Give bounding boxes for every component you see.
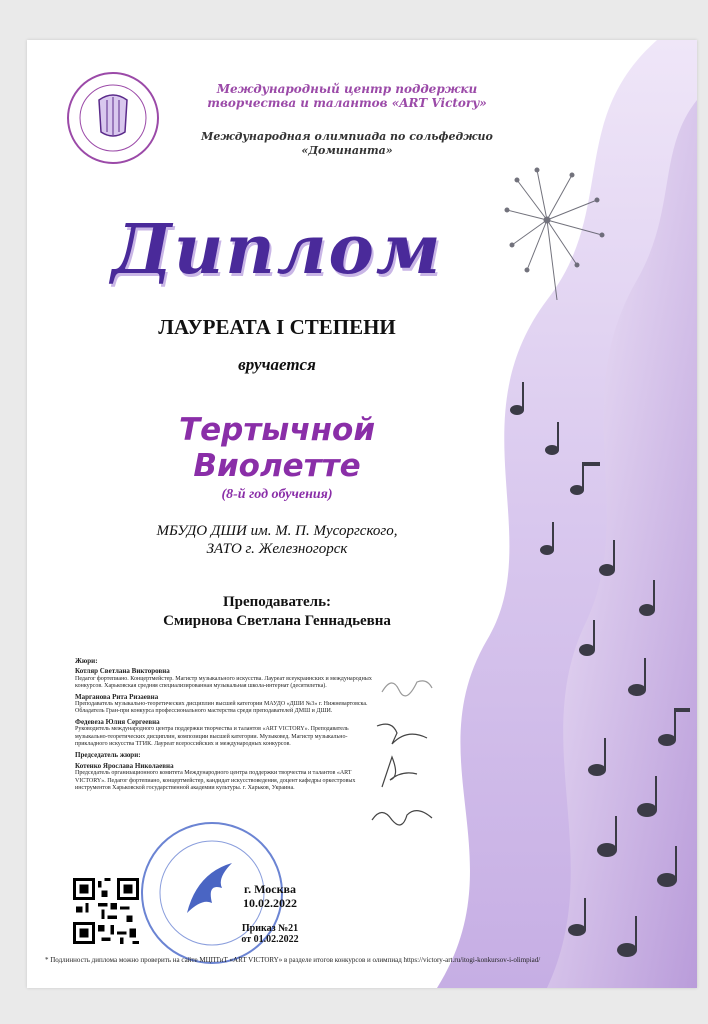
teacher-label: Преподаватель:: [222, 594, 332, 610]
recipient-surname: Тертычной: [178, 412, 376, 448]
issue-city: г. Москва: [244, 882, 296, 896]
order-date: от 01.02.2022: [241, 934, 299, 945]
signature-3: [372, 752, 422, 792]
olympiad-line-1: Международная олимпиада по сольфеджио: [201, 130, 493, 143]
school-line-1: МБУДО ДШИ им. М. П. Мусоргского,: [156, 523, 398, 539]
issue-place-date: [215, 882, 325, 910]
laureate-degree: ЛАУРЕАТА I СТЕПЕНИ: [158, 315, 396, 339]
diploma-title: Диплом: [111, 210, 443, 290]
school-line-2: ЗАТО г. Железногорск: [206, 541, 348, 557]
jury-member-name: Марганова Рита Ризаевна: [75, 692, 159, 701]
order-info: [215, 923, 325, 945]
organizer-name: [177, 82, 517, 110]
recipient-given-name: Виолетте: [193, 448, 361, 484]
jury-chair-name: Котенко Ярослава Николаевна: [75, 761, 174, 770]
music-decoration: [397, 40, 697, 988]
jury-member-desc: Педагог фортепиано. Концертмейстер. Магистр музыкального искусства. Лауреат всеукраинских и международных конкурсов. Харьковская средняя специализированная музыкальная школа-интернат (десятилетка).: [75, 675, 372, 690]
awarded-to-label: вручается: [238, 355, 316, 374]
jury-member-name: Котляр Светлана Викторовна: [75, 667, 170, 676]
signature-2: [372, 718, 432, 748]
jury-chair-heading: Председатель жюри:: [75, 751, 141, 760]
organizer-line-2: творчества и талантов «ART Victory»: [207, 96, 487, 110]
qr-code[interactable]: [73, 878, 139, 944]
organizer-line-1: Международный центр поддержки: [216, 82, 478, 96]
jury-member-name: Федевеза Юлия Сергеевна: [75, 717, 160, 726]
jury-list: [75, 658, 375, 793]
study-year: (8-й год обучения): [221, 487, 333, 502]
order-number: Приказ №21: [241, 923, 299, 934]
recipient-name: [47, 412, 507, 484]
teacher-block: [67, 593, 487, 631]
signature-1: [377, 670, 437, 700]
issue-date: 10.02.2022: [243, 896, 297, 910]
jury-heading: Жюри:: [75, 657, 98, 665]
jury-member-desc: Преподаватель музыкально-теоретических дисциплин высшей категории МАУДО «ДШИ №3» г. Нижневартовска. Обладатель Гран-при конкурса профессионального мастерства среди преподавателей ДМШ и ДШИ.: [75, 701, 368, 715]
authenticity-note: * Подлинность диплома можно проверить на сайте МЦПТиТ «ART VICTORY» в разделе итогов конкурсов и олимпиад https://victory-art.ru/itogi-konkursov-i-olimpiad/: [45, 956, 541, 964]
jury-member-desc: Руководитель международного центра поддержки творчества и талантов «ART VICTORY». Преподаватель музыкально-теоретических дисциплин, композиции высшей категории. Музыковед. Магистр музыкально-прикладного искусства ТГИК. Лауреат всероссийских и международных конкурсов.: [75, 726, 349, 748]
jury-chair-desc: Председатель организационного комитета Международного центра поддержки творчества и талантов «ART VICTORY». Педагог фортепиано, концертмейстер, кандидат искусствоведения, доцент кафедры оркестровых инструментов Харьковской государственной академии культуры. г. Харьков, Украина.: [75, 770, 356, 792]
art-victory-logo: [65, 70, 161, 166]
signature-4: [367, 800, 437, 835]
teacher-name: Смирнова Светлана Геннадьевна: [163, 613, 391, 629]
diploma-sheet: [27, 40, 697, 988]
school-info: [67, 522, 487, 558]
olympiad-line-2: «Доминанта»: [301, 144, 393, 157]
olympiad-name: [177, 130, 517, 158]
